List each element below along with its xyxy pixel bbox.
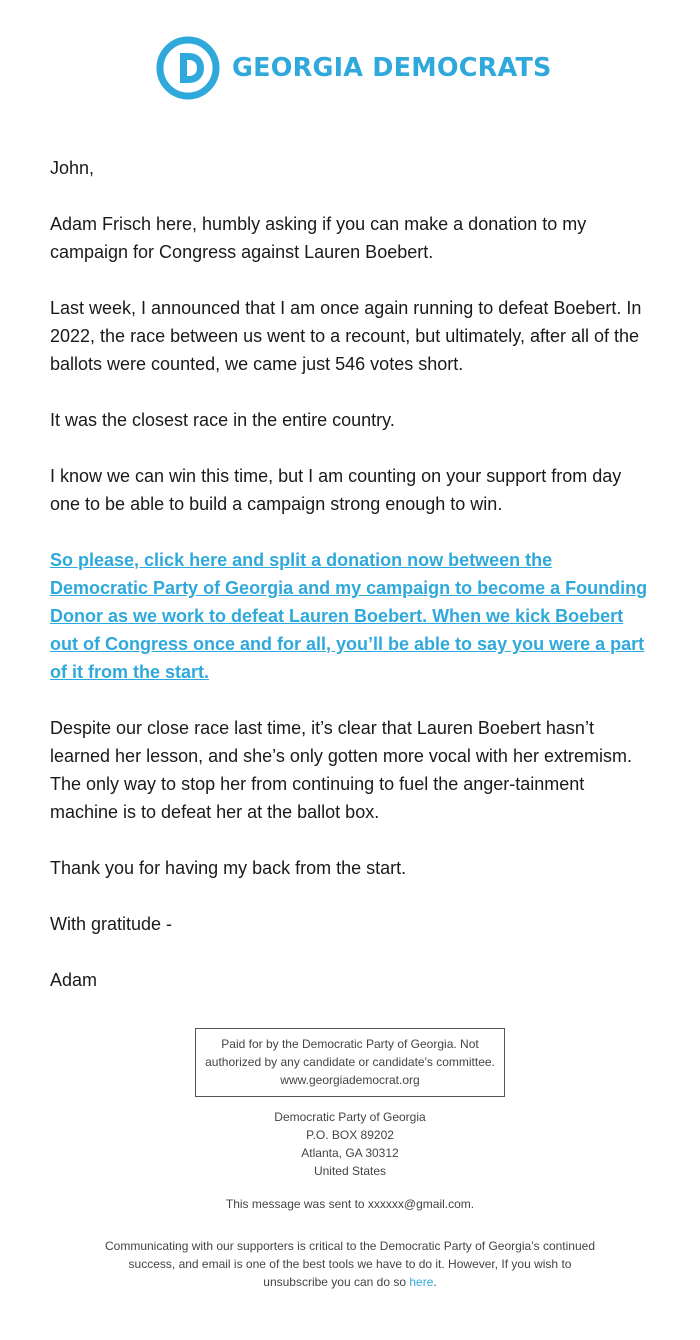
email-body (50, 154, 655, 1022)
greeting: John, (50, 158, 95, 178)
address-city: Atlanta, GA 30312 (301, 1146, 399, 1160)
unsubscribe-link[interactable]: here (409, 1275, 434, 1289)
disclaimer-url: www.georgiademocrat.org (280, 1073, 420, 1087)
disclaimer-line: Paid for by the Democratic Party of Georgia. Not (221, 1037, 479, 1051)
georgia-democrats-logo (156, 36, 552, 100)
address-org: Democratic Party of Georgia (274, 1110, 426, 1124)
paragraph: Despite our close race last time, it’s clear that Lauren Boebert hasn’t learned her lesson, and she’s only gotten more vocal with her extremism. The only way to stop her from continuing to fuel the anger-tainment machine is to defeat her at the ballot box. (50, 718, 632, 822)
cta-paragraph (50, 546, 655, 686)
signature: Adam (50, 970, 98, 990)
address-country: United States (313, 1164, 387, 1178)
paragraph: It was the closest race in the entire country. (50, 410, 395, 430)
sent-to-notice: This message was sent to xxxxxx@gmail.com. (225, 1197, 475, 1211)
signoff: With gratitude - (50, 914, 173, 934)
unsubscribe-end: . (433, 1275, 437, 1289)
unsubscribe-notice (100, 1237, 600, 1291)
donation-link[interactable]: So please, click here and split a donation now between the Democratic Party of Georgia and my campaign to become a Founding Donor as we work to defeat Lauren Boebert. When we kick Boebert out of Congress once and for all, you’ll be able to say you were a part of it from the start. (50, 550, 648, 682)
address-po-box: P.O. BOX 89202 (306, 1128, 394, 1142)
logo-text: GEORGIA DEMOCRATS (232, 53, 552, 83)
paragraph: I know we can win this time, but I am counting on your support from day one to be able to build a campaign strong enough to win. (50, 466, 622, 514)
paragraph: Thank you for having my back from the start. (50, 858, 407, 878)
paragraph: Adam Frisch here, humbly asking if you can make a donation to my campaign for Congress against Lauren Boebert. (50, 214, 587, 262)
disclaimer-line: authorized by any candidate or candidate's committee. (205, 1055, 495, 1069)
unsubscribe-text: Communicating with our supporters is critical to the Democratic Party of Georgia’s continued success, and email is one of the best tools we have to do it. However, If you wish to unsubscribe you can do so (105, 1239, 595, 1289)
paid-for-disclaimer (195, 1028, 505, 1097)
paragraph: Last week, I announced that I am once again running to defeat Boebert. In 2022, the race between us went to a recount, but ultimately, after all of the ballots were counted, we came just 546 votes short. (50, 298, 642, 374)
mailing-address (0, 1108, 700, 1180)
democrats-d-logo-icon (156, 36, 220, 100)
